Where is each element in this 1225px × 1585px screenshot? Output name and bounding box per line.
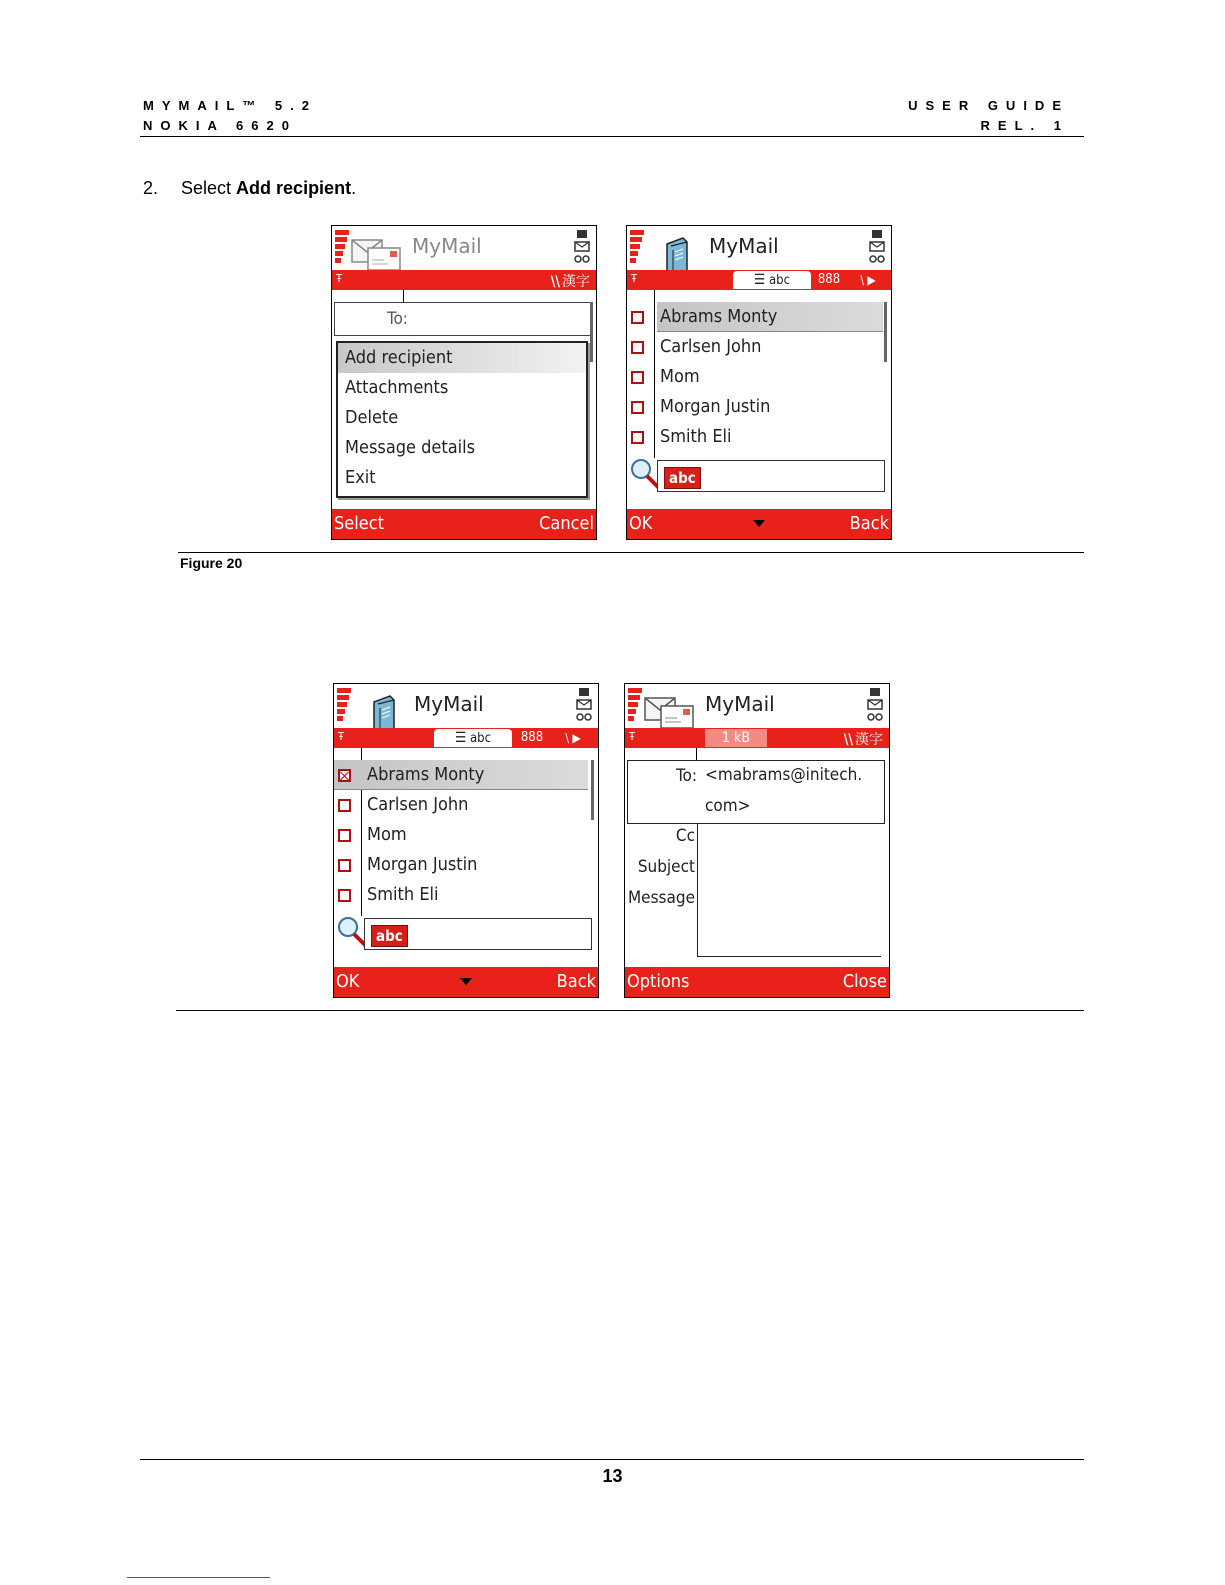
contact-row[interactable]: [627, 302, 883, 332]
signal-strength-icon: [628, 688, 642, 723]
scrollbar[interactable]: [884, 302, 887, 362]
options-softkey[interactable]: Options: [627, 971, 690, 992]
contact-row[interactable]: [627, 362, 883, 392]
tab-groups[interactable]: [512, 729, 552, 747]
figure-rule-bottom: [176, 1010, 1084, 1011]
signal-strength-icon: [337, 688, 351, 723]
contact-name: Morgan Justin: [367, 854, 478, 875]
header-divider: [140, 136, 1084, 137]
close-softkey[interactable]: Close: [842, 971, 887, 992]
tab-label: abc: [768, 273, 791, 288]
checkbox-icon[interactable]: [338, 799, 351, 812]
contact-name: Smith Eli: [660, 426, 732, 447]
signal-strength-icon: [630, 230, 644, 265]
message-status-icon: [864, 686, 886, 724]
app-title: MyMail: [414, 692, 484, 716]
contact-name: Mom: [367, 824, 407, 845]
contact-name: Carlsen John: [367, 794, 469, 815]
softkey-bar: [627, 509, 891, 539]
contact-row[interactable]: [334, 820, 590, 850]
figure-rule-top: [178, 552, 1084, 553]
bottom-link-rule: [127, 1577, 270, 1578]
checkbox-icon[interactable]: [631, 401, 644, 414]
antenna-icon: Ŧ: [629, 730, 636, 743]
contact-name: Mom: [660, 366, 700, 387]
menu-item-add-recipient[interactable]: Add recipient: [338, 343, 586, 373]
doc-header-right: [908, 96, 1069, 136]
contact-name: Abrams Monty: [367, 764, 485, 785]
checkbox-icon[interactable]: [631, 311, 644, 324]
header-release: REL. 1: [980, 118, 1069, 133]
ok-softkey[interactable]: OK: [336, 971, 360, 992]
to-value-line2: com>: [705, 796, 751, 816]
tab-contacts-abc[interactable]: [434, 729, 512, 747]
step-prefix: Select: [181, 178, 232, 198]
divider-line: [696, 748, 697, 760]
screen-contact-list: [626, 225, 892, 540]
contact-row[interactable]: [334, 790, 590, 820]
groups-icon: 888: [520, 730, 544, 745]
page-number: 13: [602, 1466, 623, 1486]
contact-name: Carlsen John: [660, 336, 762, 357]
mail-envelope-icon: [643, 694, 695, 730]
chevron-right-icon: \ ▶: [860, 273, 876, 287]
app-title: MyMail: [709, 234, 779, 258]
message-status-icon: [573, 686, 595, 724]
message-status-icon: [866, 228, 888, 266]
tab-scroll-right[interactable]: [853, 271, 883, 289]
antenna-icon: Ŧ: [631, 272, 638, 285]
arrow-down-icon[interactable]: [460, 978, 472, 985]
to-label: To:: [387, 309, 408, 329]
search-field[interactable]: [336, 916, 594, 950]
step-bold-term: Add recipient: [236, 178, 352, 198]
select-softkey[interactable]: Select: [334, 513, 384, 534]
header-device: NOKIA 6620: [143, 118, 297, 133]
tab-contacts-abc[interactable]: [733, 271, 811, 289]
contact-row[interactable]: [334, 760, 590, 790]
options-menu: [336, 341, 588, 498]
text-mode-indicator: abc: [371, 925, 408, 947]
cc-label[interactable]: Cc: [675, 826, 695, 846]
contact-row[interactable]: [627, 422, 883, 452]
message-label[interactable]: Message: [627, 888, 695, 908]
menu-item-delete[interactable]: Delete: [345, 407, 399, 428]
search-input[interactable]: [657, 460, 885, 492]
menu-item-message-details[interactable]: Message details: [345, 437, 476, 458]
message-size-badge: 1 kB: [705, 729, 767, 747]
list-icon: ☰: [454, 730, 467, 746]
back-softkey[interactable]: Back: [556, 971, 596, 992]
divider-line: [403, 290, 404, 302]
tab-label: abc: [469, 731, 492, 746]
contact-name: Smith Eli: [367, 884, 439, 905]
tab-scroll-right[interactable]: [558, 729, 588, 747]
softkey-bar: [625, 967, 889, 997]
checkbox-icon[interactable]: [338, 859, 351, 872]
figure-caption: Figure 20: [180, 555, 243, 571]
back-softkey[interactable]: Back: [849, 513, 889, 534]
doc-header-left: [143, 96, 317, 136]
checkbox-icon[interactable]: [631, 431, 644, 444]
contact-row[interactable]: [627, 392, 883, 422]
header-doc-type: USER GUIDE: [908, 98, 1069, 113]
checkbox-icon[interactable]: [338, 889, 351, 902]
softkey-bar: [332, 509, 596, 539]
arrow-down-icon[interactable]: [753, 520, 765, 527]
input-mode-label: 漢字: [562, 274, 590, 290]
contact-row[interactable]: [334, 880, 590, 910]
input-mode-indicator: \\ 漢字: [550, 274, 590, 290]
search-input[interactable]: [364, 918, 592, 950]
contact-name: Morgan Justin: [660, 396, 771, 417]
input-mode-indicator: \\ 漢字: [843, 732, 883, 748]
checkbox-icon[interactable]: [631, 371, 644, 384]
list-icon: ☰: [753, 272, 766, 288]
screen-compose-filled: [624, 683, 890, 998]
antenna-icon: Ŧ: [336, 272, 343, 285]
to-label: To:: [676, 766, 697, 786]
scrollbar[interactable]: [590, 302, 593, 362]
to-field[interactable]: [334, 302, 592, 336]
input-mode-label: 漢字: [855, 732, 883, 748]
checkbox-icon[interactable]: [338, 829, 351, 842]
screen-compose-menu: [331, 225, 597, 540]
app-title: MyMail: [705, 692, 775, 716]
mail-envelope-icon: [350, 236, 402, 272]
menu-item-exit[interactable]: Exit: [345, 467, 376, 488]
screen-contact-selected: [333, 683, 599, 998]
subject-label[interactable]: Subject: [637, 857, 695, 877]
contact-row[interactable]: [627, 332, 883, 362]
antenna-icon: Ŧ: [338, 730, 345, 743]
contact-name: Abrams Monty: [660, 306, 778, 327]
to-value-line1: <mabrams@initech.: [705, 765, 863, 785]
tab-groups[interactable]: [809, 271, 849, 289]
checked-checkbox-icon[interactable]: [338, 769, 351, 782]
search-field[interactable]: [629, 458, 887, 492]
signal-strength-icon: [335, 230, 349, 265]
checkbox-icon[interactable]: [631, 341, 644, 354]
header-product: MYMAIL™ 5.2: [143, 98, 317, 113]
contact-row[interactable]: [334, 850, 590, 880]
footer-divider: [140, 1459, 1084, 1460]
app-title: MyMail: [412, 234, 482, 258]
message-status-icon: [571, 228, 593, 266]
softkey-bar: [334, 967, 598, 997]
step-number: 2.: [143, 178, 159, 198]
text-mode-indicator: abc: [664, 467, 701, 489]
step-instruction: [143, 178, 356, 199]
menu-item-attachments[interactable]: Attachments: [345, 377, 449, 398]
message-body-field[interactable]: [697, 824, 881, 957]
cancel-softkey[interactable]: Cancel: [539, 513, 594, 534]
step-suffix: .: [351, 178, 357, 198]
groups-icon: 888: [817, 272, 841, 287]
scrollbar[interactable]: [591, 760, 594, 820]
ok-softkey[interactable]: OK: [629, 513, 653, 534]
chevron-right-icon: \ ▶: [565, 731, 581, 745]
